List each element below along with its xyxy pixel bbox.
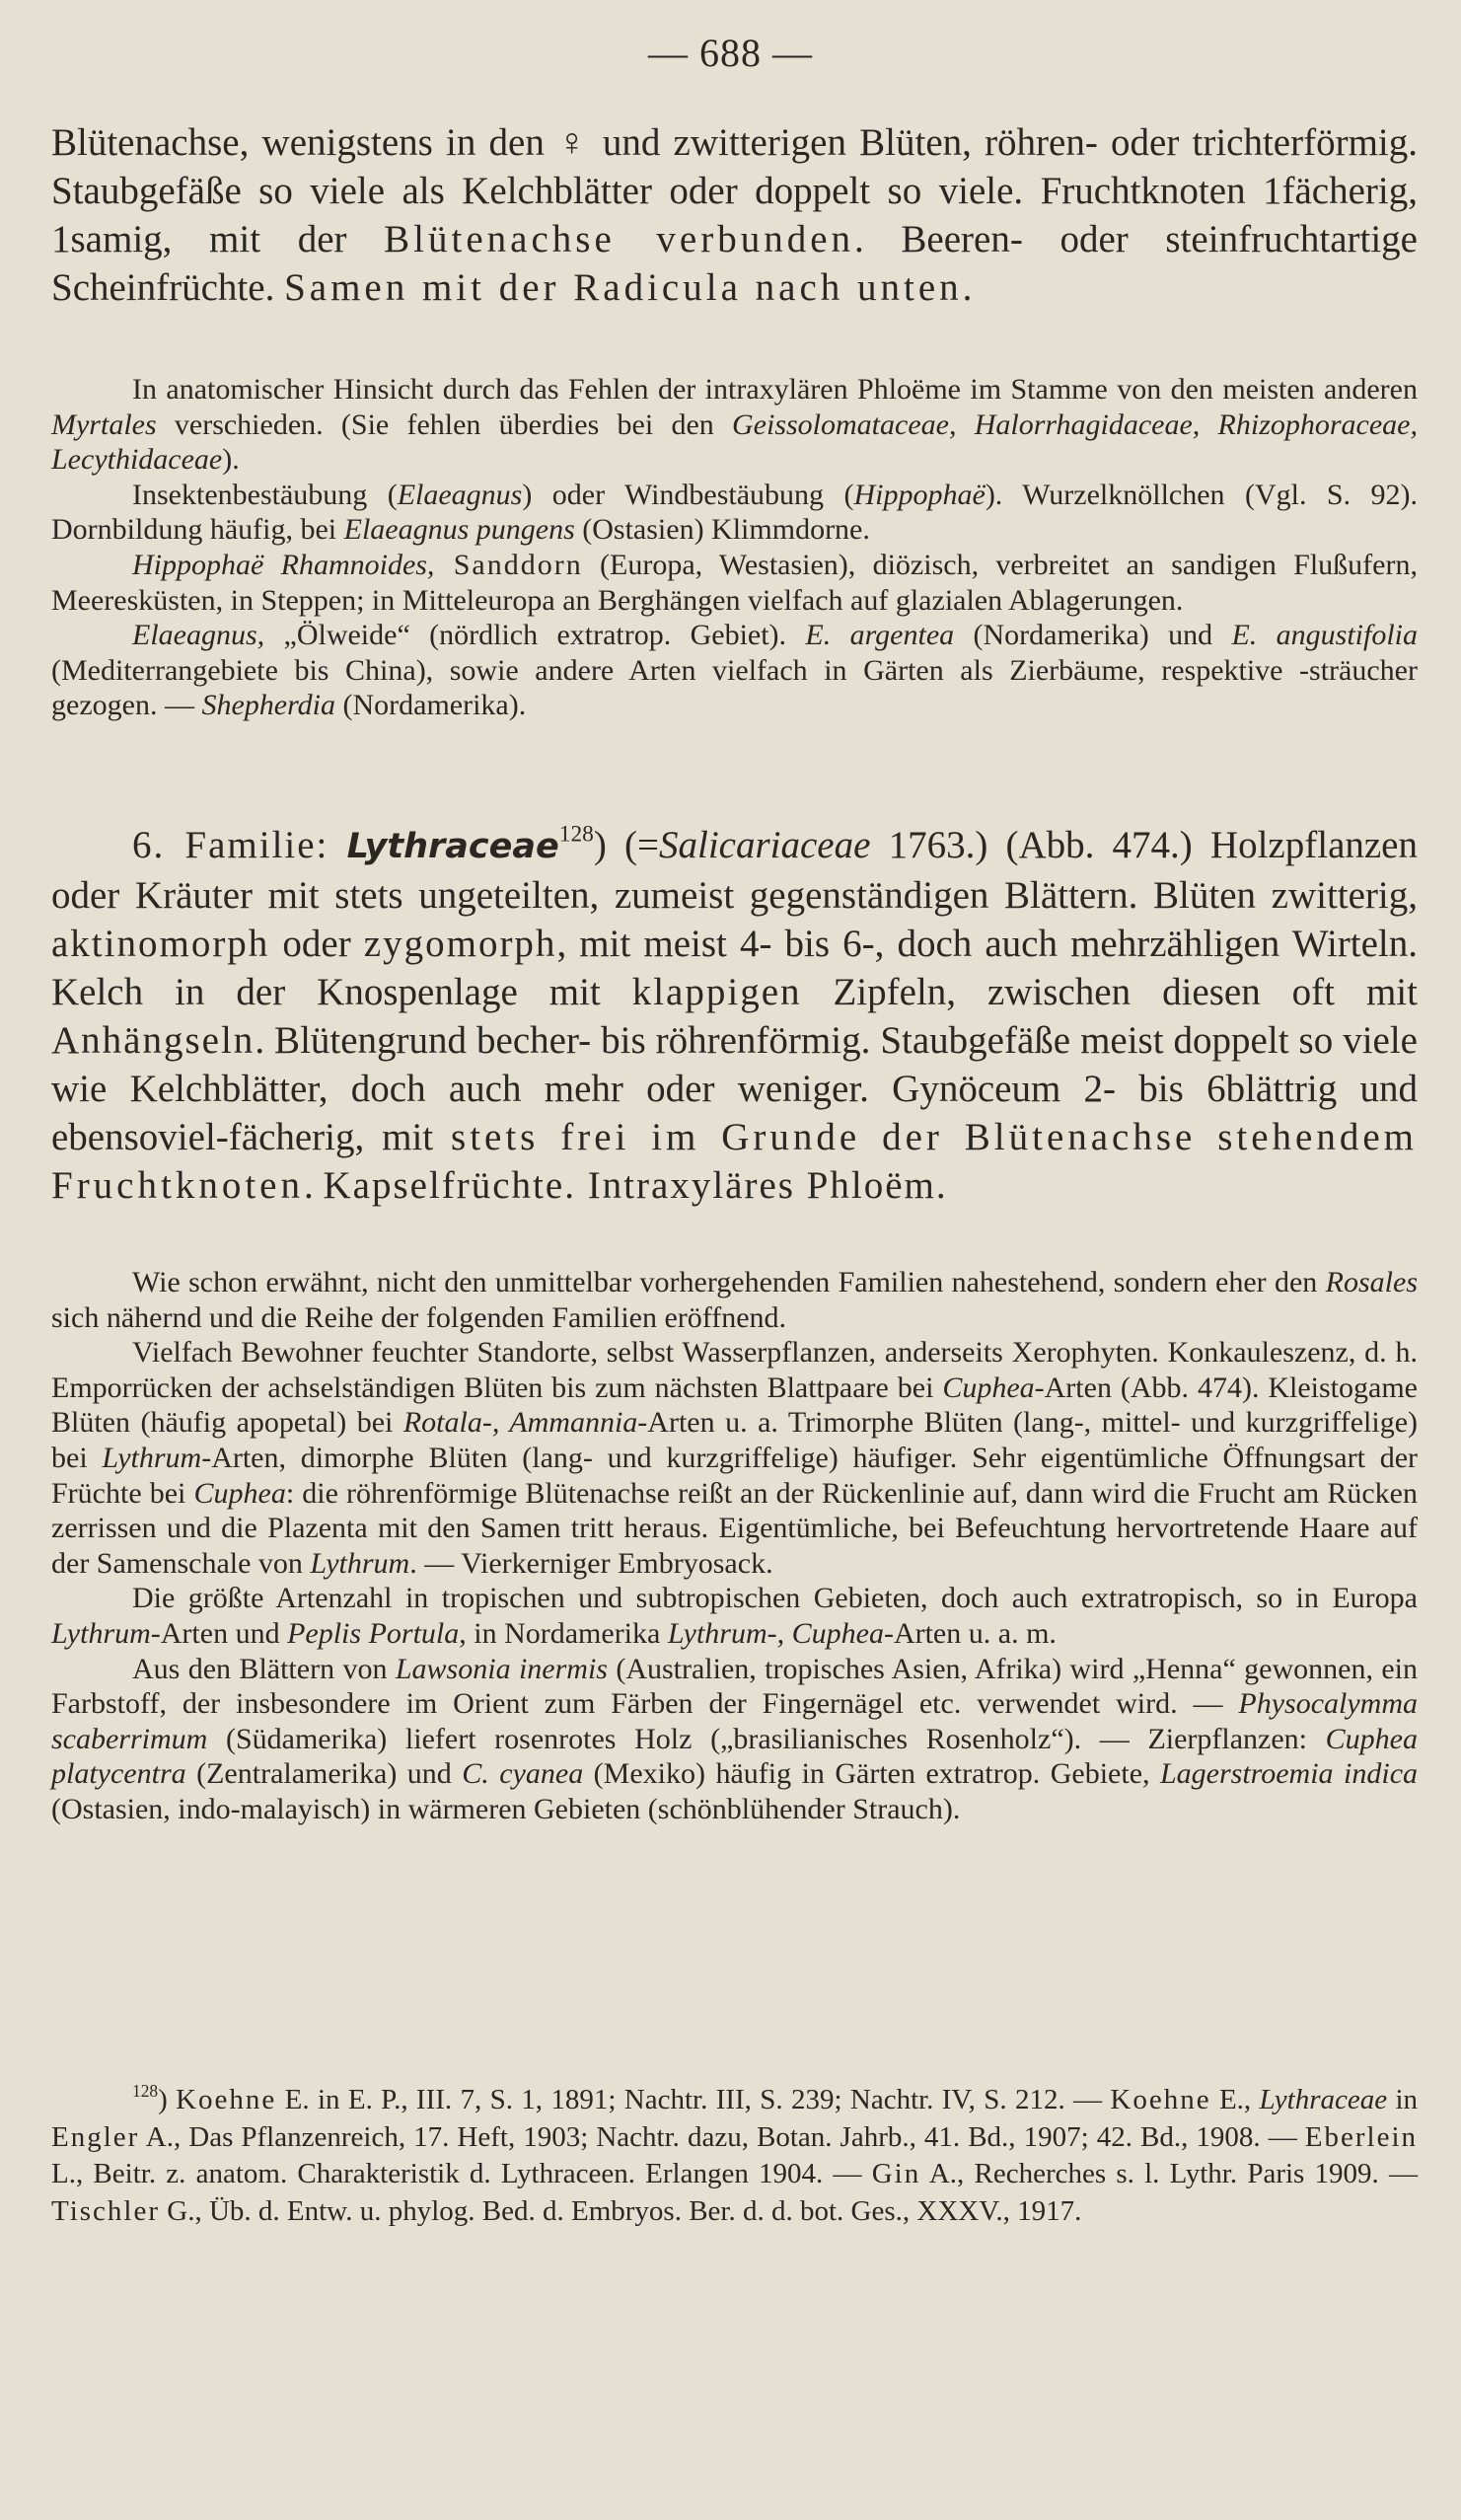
footnote-ref: 128 — [558, 821, 594, 848]
note-elaeagnus: Elaeagnus, „Ölweide“ (nördlich extratrop. Gebiet). E. argentea (Nordamerika) und E. angustifolia (Mediterrangebiete bis China), sowie andere Arten vielfach in Gärten als Zierbäume, respektive -sträucher gezogen. — Shepherdia (Nordamerika). — [51, 619, 1419, 722]
note-distribution: Die größte Artenzahl in tropischen und subtropischen Gebieten, doch auch extratropisch, so in Europa Lythrum-Arten und Peplis Portula, in Nordamerika Lythrum-, Cuphea-Arten u. a. m. — [51, 1582, 1418, 1650]
footnote — [51, 2082, 1418, 2230]
note-ecology: Vielfach Bewohner feuchter Standorte, selbst Wasserpflanzen, anderseits Xerophyten. Konkauleszenz, d. h. Emporrücken der achselständigen Blüten bis zum nächsten Blattpaare bei Cuphea-Arten (Abb. 474). Kleistogame Blüten (häufig apopetal) bei Rotala-, Ammannia-Arten u. a. Trimorphe Blüten (lang-, mittel- und kurzgriffelige) bei Lythrum-Arten, dimorphe Blüten (lang- und kurzgriffelige) häufiger. Sehr eigentümliche Öffnungsart der Früchte bei Cuphea: die röhrenförmige Blütenachse reißt an der Rückenlinie auf, dann wird die Frucht am Rücken zerrissen und die Plazenta mit den Samen tritt heraus. Eigentümliche, bei Befeuchtung hervortretende Haare auf der Samenschale von Lythrum. — Vierkerniger Embryosack. — [51, 1336, 1419, 1580]
notes-elaeagnaceae — [51, 372, 1418, 723]
paragraph: Blütenachse, wenigstens in den ♀ und zwitterigen Blüten, röhren- oder trichterförmig. Staubgefäße so viele als Kelchblätter oder doppelt so viele. Fruchtknoten 1fächerig, 1samig, mit der Blütenachse verbunden. Beeren- oder steinfruchtartige Scheinfrüchte. Samen mit der Radicula nach unten. — [51, 121, 1418, 309]
note-affinity: Wie schon erwähnt, nicht den unmittelbar vorhergehenden Familien nahestehend, sondern eher den Rosales sich nähernd und die Reihe der folgenden Familien eröffnend. — [51, 1266, 1418, 1334]
notes-lythraceae — [51, 1265, 1418, 1827]
family-name: Lythraceae — [346, 827, 559, 866]
note-hippophae: Hippophaë Rhamnoides, Sanddorn (Europa, Westasien), diözisch, verbreitet an sandigen Flußufern, Meeresküsten, in Steppen; in Mitteleuropa an Berghängen vielfach auf glazialen Ablagerungen. — [51, 548, 1418, 617]
note-anatomy: In anatomischer Hinsicht durch das Fehlen der intraxylären Phloëme im Stamme von den meisten anderen Myrtales verschieden. (Sie fehlen überdies bei den Geissolomataceae, Halorrhagidaceae, Rhizophoraceae, Lecythidaceae). — [51, 373, 1418, 477]
family-description: 6. Familie: Lythraceae$^{128}$) (=Salicariaceae 1763.) (Abb. 474.) Holzpflanzen oder Kräuter mit stets ungeteilten, zumeist gegenständigen Blättern. Blüten zwitterig, aktinomorph oder zygomorph, mit meist 4- bis 6-, doch auch mehrzähligen Wirteln. Kelch in der Knospenlage mit klappigen Zipfeln, zwischen diesen oft mit Anhängseln. Blütengrund becher- bis röhrenförmig. Staubgefäße meist doppelt so viele wie Kelchblätter, doch auch mehr oder weniger. Gynöceum 2- bis 6blättrig und ebensoviel-fächerig, mit stets frei im Grunde der Blütenachse stehendem Fruchtknoten. Kapselfrüchte. Intraxyläres Phloëm. — [51, 821, 1419, 1207]
footnote-text: $^{128}$) Koehne E. in E. P., III. 7, S. 1, 1891; Nachtr. III, S. 239; Nachtr. IV, S. 212. — Koehne E., Lythraceae in Engler A., Das Pflanzenreich, 17. Heft, 1903; Nachtr. dazu, Botan. Jahrb., 41. Bd., 1907; 42. Bd., 1908. — Eberlein L., Beitr. z. anatom. Charakteristik d. Lythraceen. Erlangen 1904. — Gin A., Recherches s. l. Lythr. Paris 1909. — Tischler G., Üb. d. Entw. u. phylog. Bed. d. Embryos. Ber. d. d. bot. Ges., XXXV., 1917. — [51, 2080, 1418, 2227]
page-number: — 688 — — [648, 31, 813, 75]
continued-description — [51, 118, 1418, 312]
note-uses: Aus den Blättern von Lawsonia inermis (Australien, tropisches Asien, Afrika) wird „Henna“ gewonnen, ein Farbstoff, der insbesondere im Orient zum Färben der Fingernägel etc. verwendet wird. — Physocalymma scaberrimum (Südamerika) liefert rosenrotes Holz („brasilianisches Rosenholz“). — Zierpflanzen: Cuphea platycentra (Zentralamerika) und C. cyanea (Mexiko) häufig in Gärten extratrop. Gebiete, Lagerstroemia indica (Ostasien, indo-malayisch) in wärmeren Gebieten (schönblühender Strauch). — [51, 1652, 1419, 1825]
family-lythraceae — [51, 821, 1418, 1210]
note-pollination: Insektenbestäubung (Elaeagnus) oder Windbestäubung (Hippophaë). Wurzelknöllchen (Vgl. S. 92). Dornbildung häufig, bei Elaeagnus pungens (Ostasien) Klimmdorne. — [51, 478, 1419, 547]
